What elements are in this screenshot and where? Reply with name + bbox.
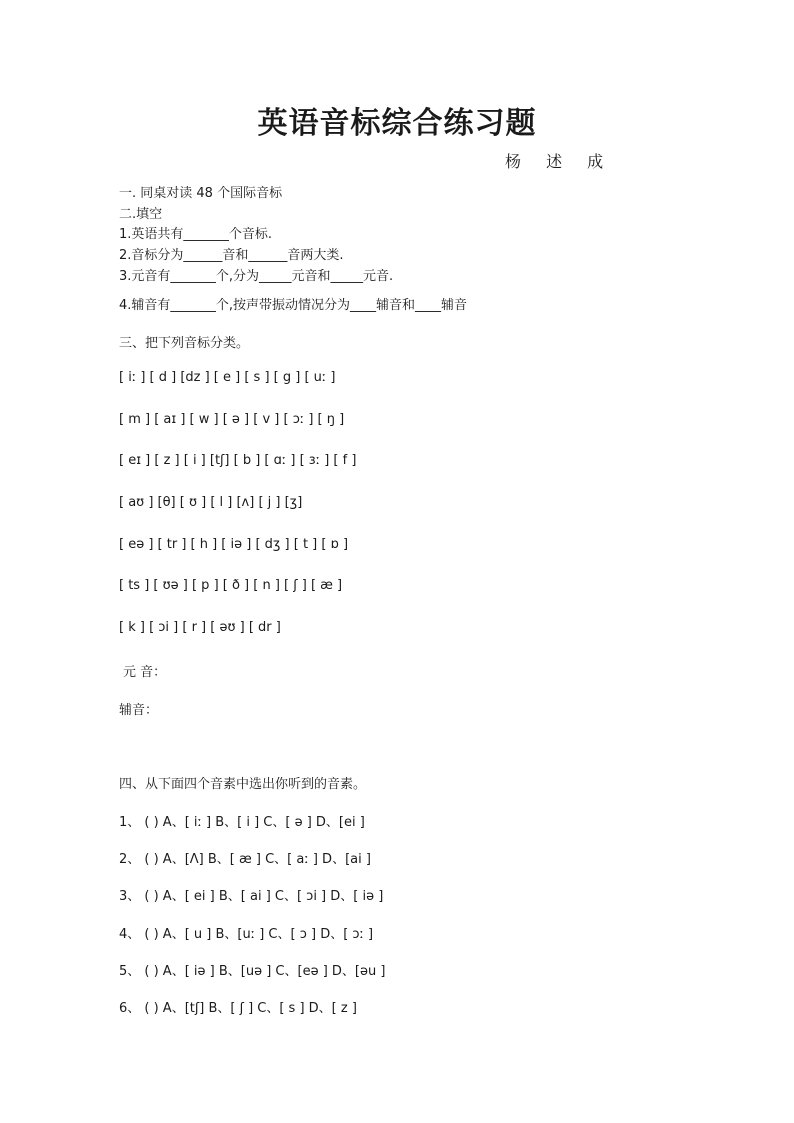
question-item: 5、 ( ) A、[ iə ] B、[uə ] C、[eə ] D、[əu ]: [119, 964, 386, 979]
section-2-heading: 二.填空: [119, 207, 163, 222]
question-item: 2、 ( ) A、[Λ] B、[ æ ] C、[ aː ] D、[ai ]: [119, 852, 371, 867]
phonetic-row: [ m ] [ aɪ ] [ w ] [ ə ] [ v ] [ ɔː ] [ ŋ ]: [119, 412, 345, 427]
phonetic-row: [ eə ] [ tr ] [ h ] [ iə ] [ dʒ ] [ t ] [ ɒ ]: [119, 537, 349, 552]
fill-blank-item: 4.辅音有_______个,按声带振动情况分为____辅音和____辅音: [119, 298, 468, 313]
page-title: 英语音标综合练习题: [257, 106, 537, 141]
phonetic-row: [ aʊ ] [θ] [ ʊ ] [ l ] [ʌ] [ j ] [ʒ]: [119, 495, 303, 510]
section-3-heading: 三、把下列音标分类。: [119, 336, 250, 351]
consonant-label: 辅音：: [119, 703, 159, 718]
fill-blank-item: 2.音标分为______音和______音两大类.: [119, 248, 344, 263]
phonetic-row: [ k ] [ ɔi ] [ r ] [ əʊ ] [ dr ]: [119, 620, 281, 635]
author-name: 杨 述 成: [505, 152, 614, 171]
phonetic-row: [ eɪ ] [ z ] [ i ] [tʃ] [ b ] [ ɑː ] [ ɜː ] [ f ]: [119, 453, 357, 468]
phonetic-row: [ iː ] [ d ] [dz ] [ e ] [ s ] [ g ] [ uː ]: [119, 370, 336, 385]
question-item: 1、 ( ) A、[ iː ] B、[ i ] C、[ ə ] D、[ei ]: [119, 815, 365, 830]
section-4-heading: 四、从下面四个音素中选出你听到的音素。: [119, 777, 367, 792]
question-item: 6、 ( ) A、[tʃ] B、[ ʃ ] C、[ s ] D、[ z ]: [119, 1001, 357, 1016]
fill-blank-item: 1.英语共有_______个音标.: [119, 227, 273, 242]
question-item: 3、 ( ) A、[ ei ] B、[ ai ] C、[ ɔi ] D、[ iə ]: [119, 889, 384, 904]
phonetic-row: [ ts ] [ ʊə ] [ p ] [ ð ] [ n ] [ ʃ ] [ æ ]: [119, 578, 343, 593]
section-1-instruction: 一. 同桌对读 48 个国际音标: [119, 186, 283, 201]
fill-blank-item: 3.元音有_______个,分为_____元音和_____元音.: [119, 269, 394, 284]
question-item: 4、 ( ) A、[ u ] B、[uː ] C、[ ɔ ] D、[ ɔː ]: [119, 927, 374, 942]
vowel-label: 元 音：: [123, 665, 167, 680]
